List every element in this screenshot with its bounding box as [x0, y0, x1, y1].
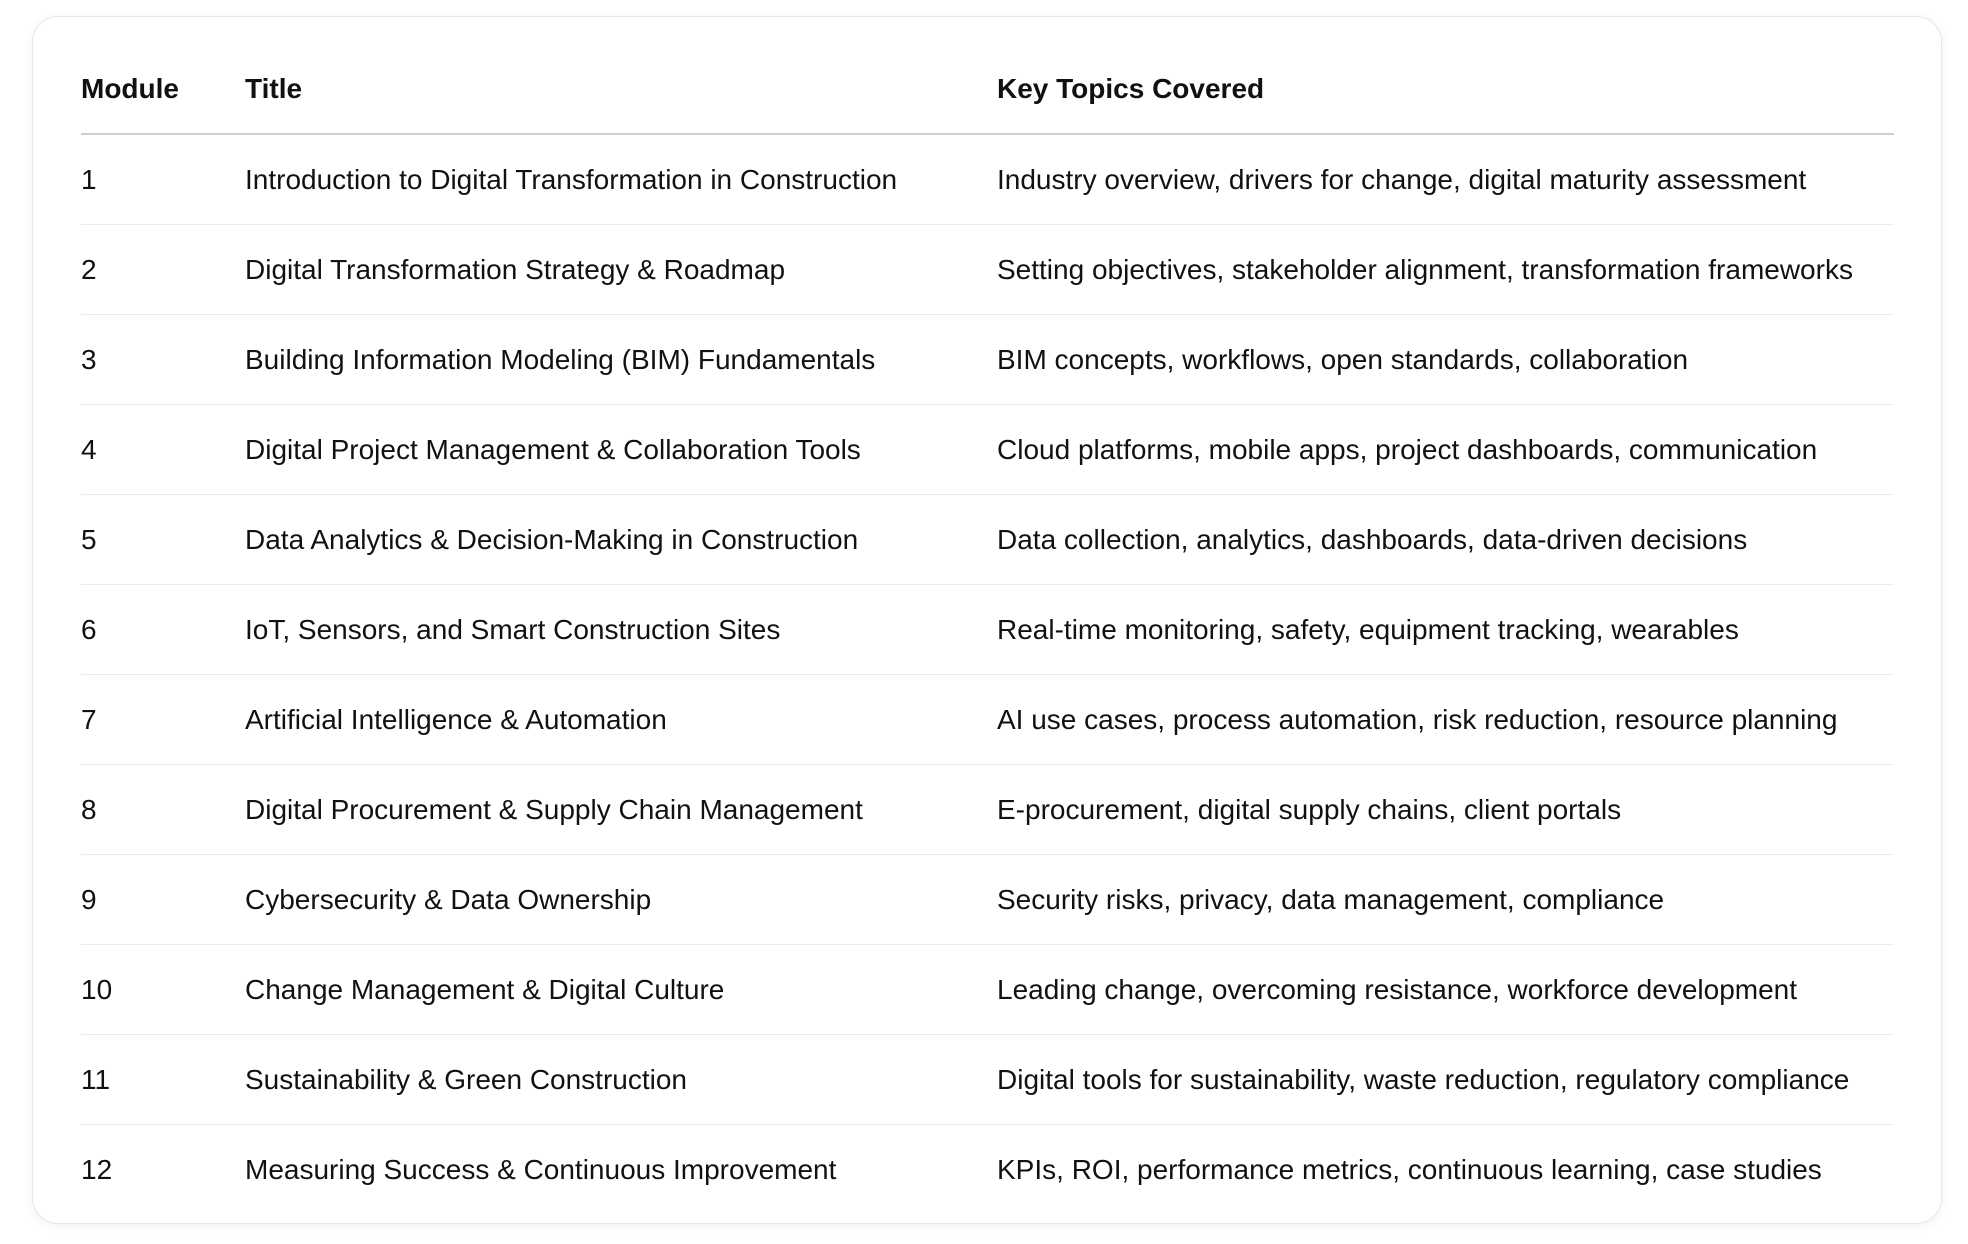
- cell-title: Measuring Success & Continuous Improvement: [245, 1153, 837, 1185]
- cell-module: 12: [81, 1153, 113, 1185]
- cell-topics: Data collection, analytics, dashboards, data-driven decisions: [997, 495, 1894, 585]
- cell-topics: Industry overview, drivers for change, digital maturity assessment: [997, 134, 1894, 225]
- table-row: [81, 134, 1894, 225]
- cell-module: 4: [81, 405, 245, 495]
- cell-title: Building Information Modeling (BIM) Fundamentals: [245, 315, 997, 405]
- cell-title: Digital Procurement & Supply Chain Management: [245, 765, 997, 855]
- cell-topics: AI use cases, process automation, risk reduction, resource planning: [997, 675, 1894, 765]
- table-row: [81, 495, 1894, 585]
- table-row: [81, 225, 1894, 315]
- table-row: [81, 585, 1894, 675]
- cell-module: 9: [81, 855, 245, 945]
- cell-topics: Security risks, privacy, data management, compliance: [997, 855, 1894, 945]
- cell-title: Introduction to Digital Transformation in Construction: [245, 134, 997, 225]
- table-row: [81, 1125, 1894, 1215]
- modules-table-card: [32, 16, 1942, 1224]
- cell-topics: Real-time monitoring, safety, equipment tracking, wearables: [997, 585, 1894, 675]
- cell-topics: Setting objectives, stakeholder alignment, transformation frameworks: [997, 225, 1894, 315]
- cell-module: 3: [81, 315, 245, 405]
- header-topics: Key Topics Covered: [997, 45, 1894, 134]
- cell-topics: Leading change, overcoming resistance, workforce development: [997, 945, 1894, 1035]
- table-row: [81, 315, 1894, 405]
- cell-title: Cybersecurity & Data Ownership: [245, 855, 997, 945]
- cell-module: 7: [81, 675, 245, 765]
- cell-module: 11: [81, 1035, 245, 1125]
- header-title: Title: [245, 45, 997, 134]
- table-row: [81, 1035, 1894, 1125]
- cell-topics: KPIs, ROI, performance metrics, continuous learning, case studies: [997, 1153, 1822, 1185]
- cell-module: 10: [81, 945, 245, 1035]
- cell-title: Sustainability & Green Construction: [245, 1035, 997, 1125]
- modules-table: [81, 45, 1894, 1214]
- cell-title: Digital Project Management & Collaboration Tools: [245, 405, 997, 495]
- cell-title: IoT, Sensors, and Smart Construction Sites: [245, 585, 997, 675]
- header-module: Module: [81, 45, 245, 134]
- cell-topics: BIM concepts, workflows, open standards, collaboration: [997, 315, 1894, 405]
- table-row: [81, 675, 1894, 765]
- cell-module: 5: [81, 495, 245, 585]
- cell-title: Data Analytics & Decision-Making in Construction: [245, 495, 997, 585]
- cell-title: Artificial Intelligence & Automation: [245, 675, 997, 765]
- cell-title: Digital Transformation Strategy & Roadmap: [245, 225, 997, 315]
- cell-module: 8: [81, 765, 245, 855]
- cell-module: 2: [81, 225, 245, 315]
- cell-module: 1: [81, 134, 245, 225]
- table-row: [81, 405, 1894, 495]
- cell-title: Change Management & Digital Culture: [245, 945, 997, 1035]
- table-row: [81, 855, 1894, 945]
- cell-topics: Digital tools for sustainability, waste reduction, regulatory compliance: [997, 1035, 1894, 1125]
- cell-topics: Cloud platforms, mobile apps, project dashboards, communication: [997, 405, 1894, 495]
- table-header-row: [81, 45, 1894, 134]
- table-row: [81, 945, 1894, 1035]
- cell-module: 6: [81, 585, 245, 675]
- cell-topics: E-procurement, digital supply chains, client portals: [997, 765, 1894, 855]
- table-row: [81, 765, 1894, 855]
